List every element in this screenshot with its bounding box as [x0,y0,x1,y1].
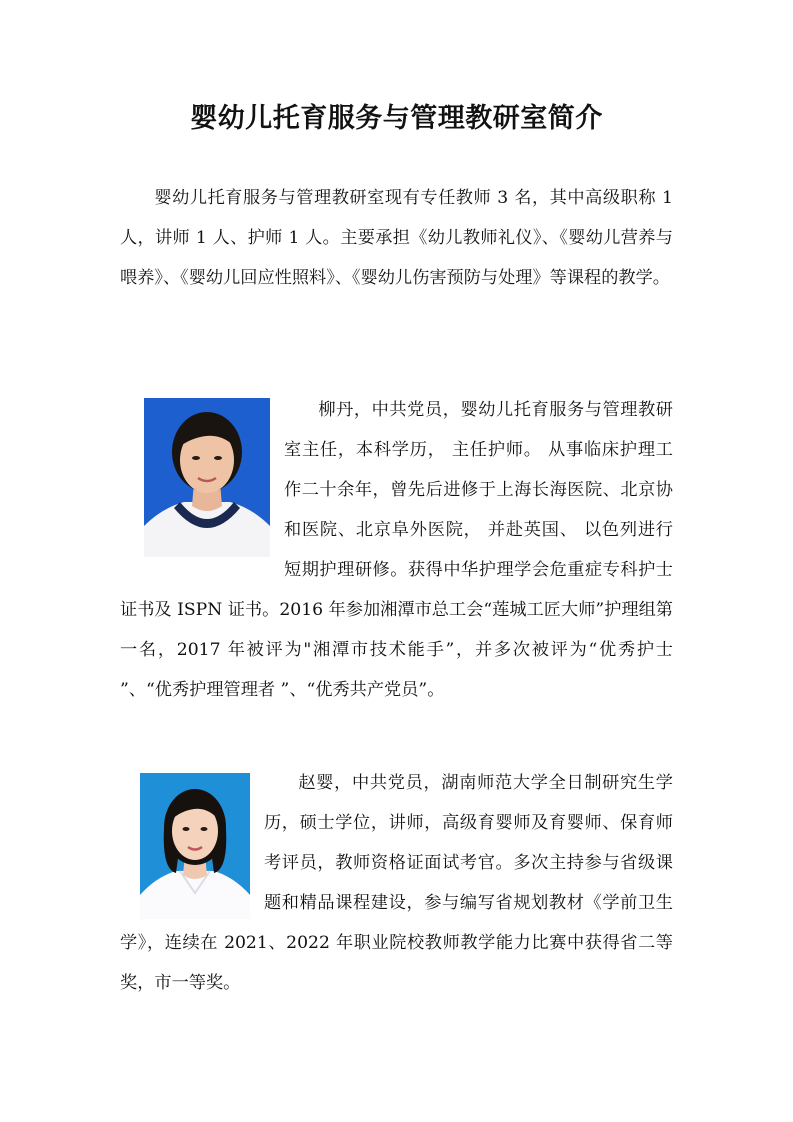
teacher-bio-liudan [120,390,673,710]
teacher-photo-zhaoying [140,773,250,919]
teacher-bio-zhaoying-text: 赵婴，中共党员，湖南师范大学全日制研究生学历，硕士学位，讲师，高级育婴师及育婴师、保育师考评员，教师资格证面试考官。多次主持参与省级课题和精品课程建设，参与编写省规划教材《学前卫生学》，连续在 2021、2022 年职业院校教师教学能力比赛中获得省二等奖，市一等奖。 [120,773,673,993]
teacher-photo-liudan [144,398,270,557]
teacher-bio-zhaoying [120,763,673,1003]
page-title: 婴幼儿托育服务与管理教研室简介 [190,103,603,134]
teacher-bio-liudan-text: 柳丹，中共党员，婴幼儿托育服务与管理教研室主任，本科学历， 主任护师。 从事临床护理工作二十余年，曾先后进修于上海长海医院、北京协和医院、北京阜外医院， 并赴英国、 以色列进行短期护理研修。获得中华护理学会危重症专科护士证书及 ISPN 证书。2016 年参加湘潭市总工会“莲城工匠大师”护理组第一名，2017 年被评为"湘潭市技术能手”，并多次被评为“优秀护士 ”、“优秀护理管理者 ”、“优秀共产党员”。 [120,400,673,700]
intro-paragraph: 婴幼儿托育服务与管理教研室现有专任教师 3 名，其中高级职称 1 人，讲师 1 人、护师 1 人。主要承担《幼儿教师礼仪》、《婴幼儿营养与喂养》、《婴幼儿回应性照料》、《婴幼儿伤害预防与处理》等课程的教学。 [120,188,673,288]
